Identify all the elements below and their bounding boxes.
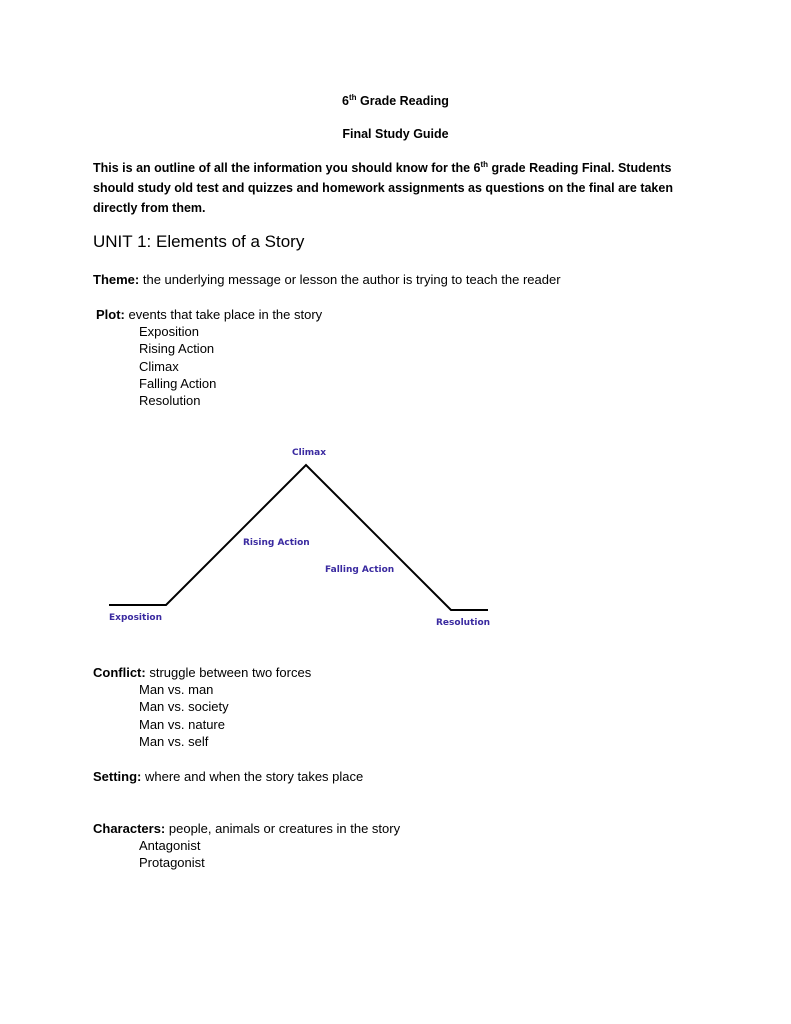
intro-line-3: directly from them.	[93, 201, 206, 215]
diagram-label-exposition: Exposition	[109, 613, 162, 623]
setting-term: Setting:	[93, 769, 142, 784]
grade-superscript: th	[349, 92, 357, 102]
grade-number: 6	[342, 94, 349, 108]
plot-definition: events that take place in the story	[124, 307, 323, 322]
diagram-label-resolution: Resolution	[436, 618, 491, 628]
intro-line-2: should study old test and quizzes and homework assignments as questions on the final are taken	[93, 181, 673, 195]
conflict-list-item: Man vs. man	[139, 682, 214, 697]
characters-paragraph	[93, 820, 400, 837]
intro-superscript: th	[480, 159, 489, 169]
plot-diagram	[100, 440, 500, 640]
plot-list	[139, 323, 216, 409]
conflict-definition: struggle between two forces	[145, 665, 312, 680]
intro-paragraph	[93, 158, 693, 218]
plot-list-item: Falling Action	[139, 375, 217, 391]
intro-line-1-b: grade Reading Final. Students	[488, 161, 672, 175]
plot-list-item: Resolution	[139, 393, 201, 409]
plot-paragraph	[96, 306, 322, 323]
document-subtitle: Final Study Guide	[342, 127, 449, 141]
diagram-label-climax: Climax	[292, 448, 327, 458]
conflict-list-item: Man vs. self	[139, 733, 209, 749]
unit-heading: UNIT 1: Elements of a Story	[93, 232, 305, 251]
intro-line-1-a: This is an outline of all the information you should know for the 6	[93, 161, 481, 175]
grade-title-rest: Grade Reading	[356, 94, 449, 108]
plot-list-item: Rising Action	[139, 341, 215, 357]
intro-line-1	[93, 158, 693, 178]
conflict-list	[139, 681, 229, 750]
theme-definition: the underlying message or lesson the author is trying to teach the reader	[139, 272, 561, 287]
setting-paragraph	[93, 768, 363, 785]
document-title	[0, 94, 791, 108]
characters-list	[139, 837, 205, 872]
plot-list-item: Climax	[139, 358, 179, 374]
characters-definition: people, animals or creatures in the story	[165, 821, 401, 836]
characters-list-item: Antagonist	[139, 838, 201, 853]
theme-paragraph	[93, 271, 561, 288]
setting-definition: where and when the story takes place	[141, 769, 364, 784]
plot-list-item: Exposition	[139, 324, 199, 339]
characters-term: Characters:	[93, 821, 166, 836]
plot-term: Plot:	[96, 307, 125, 322]
theme-term: Theme:	[93, 272, 140, 287]
diagram-label-rising: Rising Action	[243, 538, 310, 548]
characters-list-item: Protagonist	[139, 855, 205, 871]
conflict-list-item: Man vs. society	[139, 699, 229, 715]
diagram-label-falling: Falling Action	[325, 565, 395, 575]
conflict-list-item: Man vs. nature	[139, 716, 225, 732]
conflict-paragraph	[93, 664, 311, 681]
conflict-term: Conflict:	[93, 665, 146, 680]
